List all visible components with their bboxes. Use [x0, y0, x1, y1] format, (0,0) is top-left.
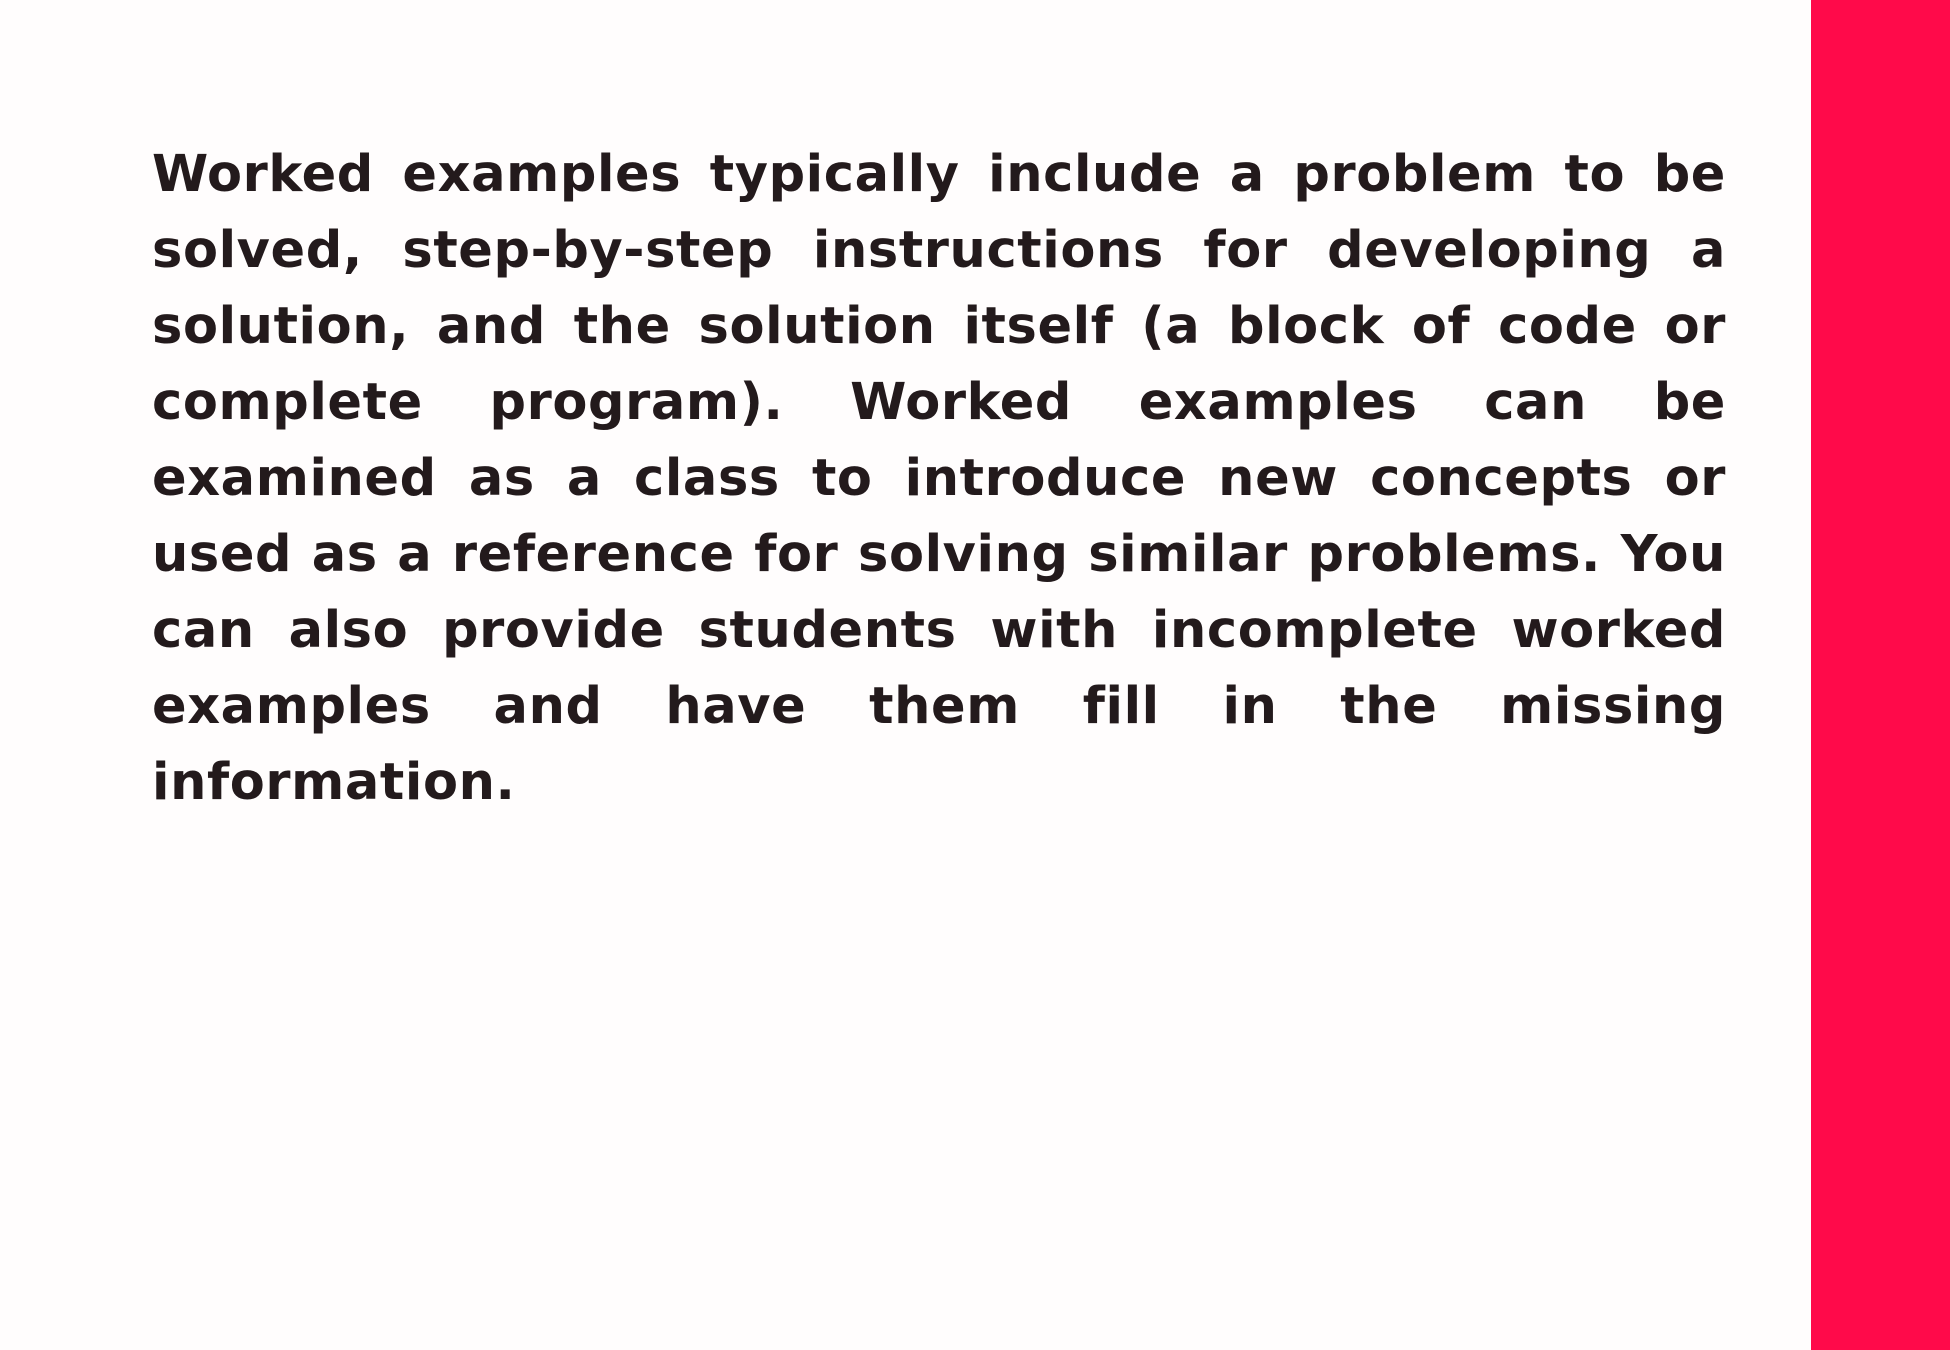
body-paragraph: Worked examples typically include a problem to be solved, step-by-step instructions for developing a solution, and the solution itself (a block of code or complete program). Worked examples can be examined as a class to introduce new concepts or used as a reference for solving similar problems. You can also provide students with incomplete worked examples and have them fill in the missing information.	[152, 145, 1726, 812]
accent-side-bar	[1811, 0, 1950, 1350]
